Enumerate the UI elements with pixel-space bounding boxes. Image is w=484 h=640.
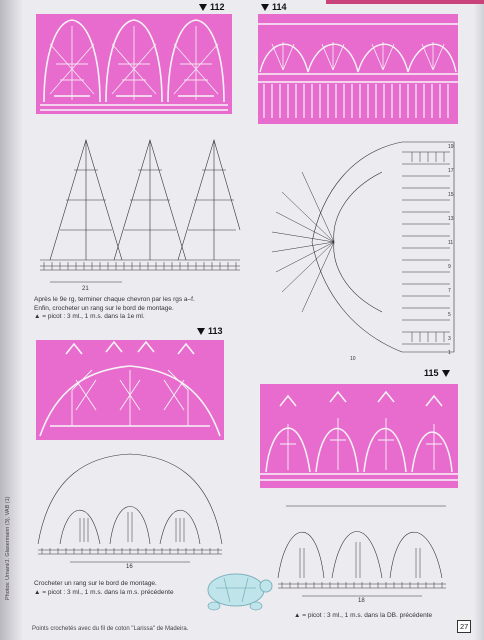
chart-diagram-115 [272,492,452,606]
chart-diagram-114 [262,132,462,362]
caption-112-line-3: ▲ = picot : 3 ml., 1 m.s. dans la 1e ml. [34,313,145,320]
pattern-number-114 [258,2,287,12]
caption-113-line-1: Crocheter un rang sur le bord de montage. [34,580,157,587]
lace-photo-115 [260,384,458,488]
size-label-115: 18 [358,598,365,604]
caption-112-line-1: Après le 9e rg, terminer chaque chevron par les rgs a–f. [34,296,195,303]
row-number-13: 13 [448,216,454,222]
caption-113 [34,580,174,597]
triangle-marker-icon [197,328,205,335]
row-number-11: 11 [448,240,454,246]
triangle-marker-icon [442,370,450,377]
pattern-number-text: 115 [424,368,439,378]
lace-photo-114 [258,14,458,124]
size-label-113: 16 [126,564,133,570]
row-number-3: 3 [448,336,451,342]
lace-photo-113 [36,340,224,440]
pattern-number-text: 112 [210,2,225,12]
triangle-marker-icon [199,4,207,11]
caption-112-line-2: Enfin, crocheter un rang sur le bord de montage. [34,304,174,312]
triangle-marker-icon [261,4,269,11]
pattern-number-113 [194,326,223,336]
pattern-number-112 [196,2,225,12]
caption-112 [34,296,195,322]
page-fold-edge [0,0,22,640]
row-number-9: 9 [448,264,451,270]
row-number-17: 17 [448,168,454,174]
chart-diagram-113 [30,444,230,570]
pattern-number-text: 113 [208,326,223,336]
caption-115 [294,612,432,621]
turtle-illustration [196,566,276,621]
caption-115-line-1: ▲ = picot : 3 ml., 1 m.s. dans la DB. précédente [294,612,433,619]
size-label-114: 10 [350,356,356,362]
row-number-1: 1 [448,350,451,356]
row-number-15: 15 [448,192,454,198]
row-number-7: 7 [448,288,451,294]
lace-photo-112 [36,14,232,114]
row-number-5: 5 [448,312,451,318]
page-number: 27 [457,620,471,633]
pattern-number-115 [424,368,453,378]
photo-credit [5,592,13,600]
row-number-19: 19 [448,144,454,150]
footer-note: Points crochetés avec du fil de coton "Larissa" de Madeira. [32,626,189,632]
caption-113-line-2: ▲ = picot : 3 ml., 1 m.s. dans la m.s. précédente [34,588,174,596]
page-right-edge [474,0,484,640]
size-label-112: 21 [82,286,89,292]
pattern-number-text: 114 [272,2,287,12]
top-color-strip [326,0,484,4]
chart-diagram-112 [30,120,250,295]
